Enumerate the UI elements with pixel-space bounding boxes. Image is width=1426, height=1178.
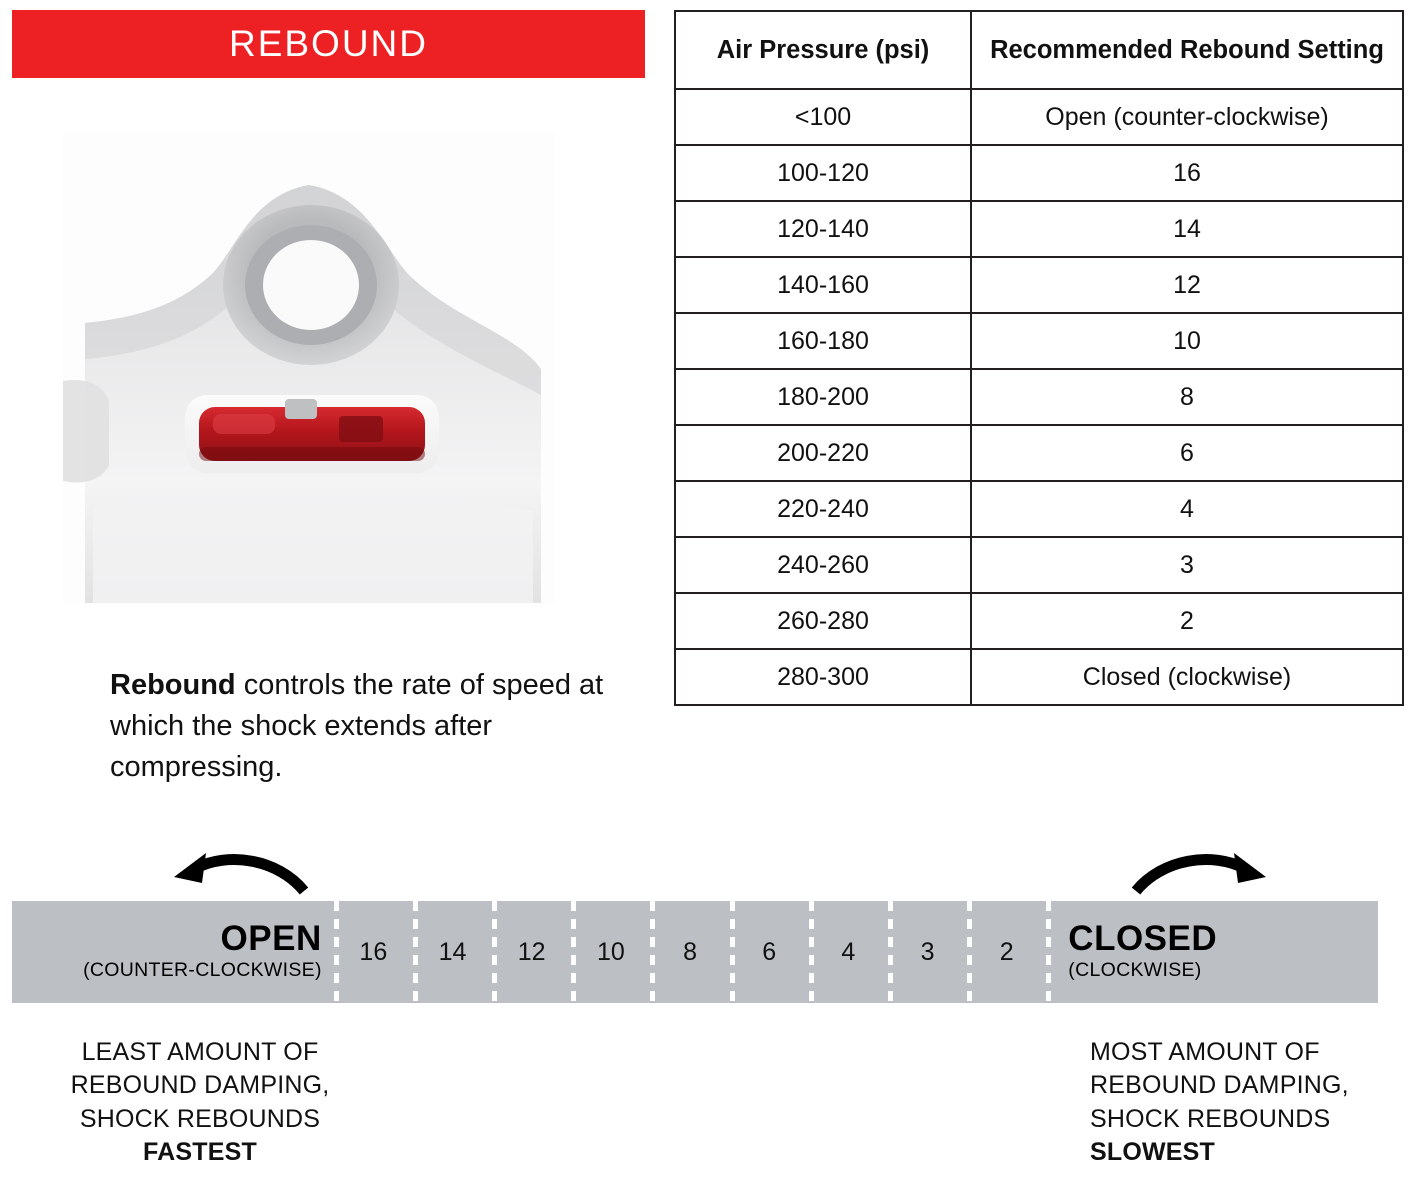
eyelet-bore xyxy=(263,240,359,330)
scale-segment-4 xyxy=(809,901,888,1003)
column-header-rebound-setting: Recommended Rebound Setting xyxy=(971,11,1403,89)
scale-value: 2 xyxy=(999,937,1014,966)
pressure-rebound-table xyxy=(674,10,1404,706)
cell-setting: 4 xyxy=(971,481,1403,537)
caption-line: SHOCK REBOUNDS xyxy=(79,1104,321,1133)
scale-segment-closed xyxy=(1046,901,1378,1003)
cell-setting: 3 xyxy=(971,537,1403,593)
cell-setting: Closed (clockwise) xyxy=(971,649,1403,705)
scale-value: 10 xyxy=(596,937,625,966)
knob-shadow xyxy=(199,447,425,461)
description-lead: Rebound xyxy=(110,669,236,701)
scale-open-sublabel: (COUNTER-CLOCKWISE) xyxy=(83,959,322,982)
caption-line: SHOCK REBOUNDS xyxy=(1090,1104,1331,1133)
scale-segment-16 xyxy=(334,901,413,1003)
cell-pressure: 140-160 xyxy=(675,257,971,313)
caption-emphasis: FASTEST xyxy=(143,1137,257,1166)
scale-value: 4 xyxy=(841,937,856,966)
cell-pressure: 120-140 xyxy=(675,201,971,257)
table-row xyxy=(675,201,1403,257)
scale-segment-10 xyxy=(571,901,650,1003)
rebound-banner xyxy=(12,10,645,78)
table-row xyxy=(675,313,1403,369)
cell-setting: 6 xyxy=(971,425,1403,481)
caption-emphasis: SLOWEST xyxy=(1090,1137,1216,1166)
page-title: REBOUND xyxy=(228,23,429,64)
cell-pressure: <100 xyxy=(675,89,971,145)
scale-segment-14 xyxy=(413,901,492,1003)
cell-pressure: 260-280 xyxy=(675,593,971,649)
column-header-air-pressure: Air Pressure (psi) xyxy=(675,11,971,89)
scale-segment-2 xyxy=(967,901,1046,1003)
cell-setting: 14 xyxy=(971,201,1403,257)
scale-closed-label: CLOSED xyxy=(1068,919,1218,959)
table-row xyxy=(675,257,1403,313)
knob-highlight xyxy=(213,414,275,434)
table-row xyxy=(675,593,1403,649)
scale-value: 6 xyxy=(762,937,777,966)
cell-pressure: 180-200 xyxy=(675,369,971,425)
cell-setting: 12 xyxy=(971,257,1403,313)
table-row xyxy=(675,425,1403,481)
shock-illustration-icon xyxy=(63,133,555,603)
rebound-scale-bar xyxy=(12,901,1378,1003)
side-boss xyxy=(63,380,109,482)
scale-segment-6 xyxy=(730,901,809,1003)
description-rest: controls the rate of speed at which the shock extends after compressing. xyxy=(110,669,604,784)
cell-setting: 8 xyxy=(971,369,1403,425)
cell-pressure: 160-180 xyxy=(675,313,971,369)
shock-rebound-adjuster-photo xyxy=(63,133,555,603)
cell-pressure: 220-240 xyxy=(675,481,971,537)
scale-segment-open xyxy=(12,901,334,1003)
cell-pressure: 100-120 xyxy=(675,145,971,201)
caption-line: REBOUND DAMPING, xyxy=(70,1071,330,1100)
caption-most-damping xyxy=(1090,1036,1390,1169)
caption-line: LEAST AMOUNT OF xyxy=(81,1038,319,1066)
scale-segment-3 xyxy=(888,901,967,1003)
cell-pressure: 240-260 xyxy=(675,537,971,593)
curved-arrow-left-icon xyxy=(168,843,308,904)
scale-value: 14 xyxy=(438,937,467,966)
table-row xyxy=(675,145,1403,201)
scale-value: 16 xyxy=(359,937,388,966)
scale-segment-12 xyxy=(492,901,571,1003)
scale-segment-8 xyxy=(650,901,729,1003)
caption-line: MOST AMOUNT OF xyxy=(1090,1038,1320,1066)
table-header-row xyxy=(675,11,1403,89)
table-row xyxy=(675,537,1403,593)
table-row xyxy=(675,481,1403,537)
rebound-description xyxy=(110,665,670,789)
cell-setting: 16 xyxy=(971,145,1403,201)
table-row xyxy=(675,369,1403,425)
pressure-table-wrapper xyxy=(674,10,1402,706)
cell-setting: Open (counter-clockwise) xyxy=(971,89,1403,145)
table-row xyxy=(675,89,1403,145)
caption-least-damping xyxy=(55,1036,345,1169)
caption-line: REBOUND DAMPING, xyxy=(1090,1071,1349,1100)
body-lower-sheen xyxy=(93,491,533,603)
scale-value: 8 xyxy=(683,937,697,966)
cell-pressure: 280-300 xyxy=(675,649,971,705)
knob-slot xyxy=(339,416,383,442)
scale-open-label: OPEN xyxy=(220,919,322,959)
knob-detent-tab xyxy=(285,399,317,419)
table-row xyxy=(675,649,1403,705)
cell-pressure: 200-220 xyxy=(675,425,971,481)
cell-setting: 10 xyxy=(971,313,1403,369)
scale-closed-sublabel: (CLOCKWISE) xyxy=(1068,959,1202,982)
curved-arrow-right-icon xyxy=(1132,843,1272,904)
scale-value: 12 xyxy=(517,937,546,966)
cell-setting: 2 xyxy=(971,593,1403,649)
scale-value: 3 xyxy=(920,937,935,966)
